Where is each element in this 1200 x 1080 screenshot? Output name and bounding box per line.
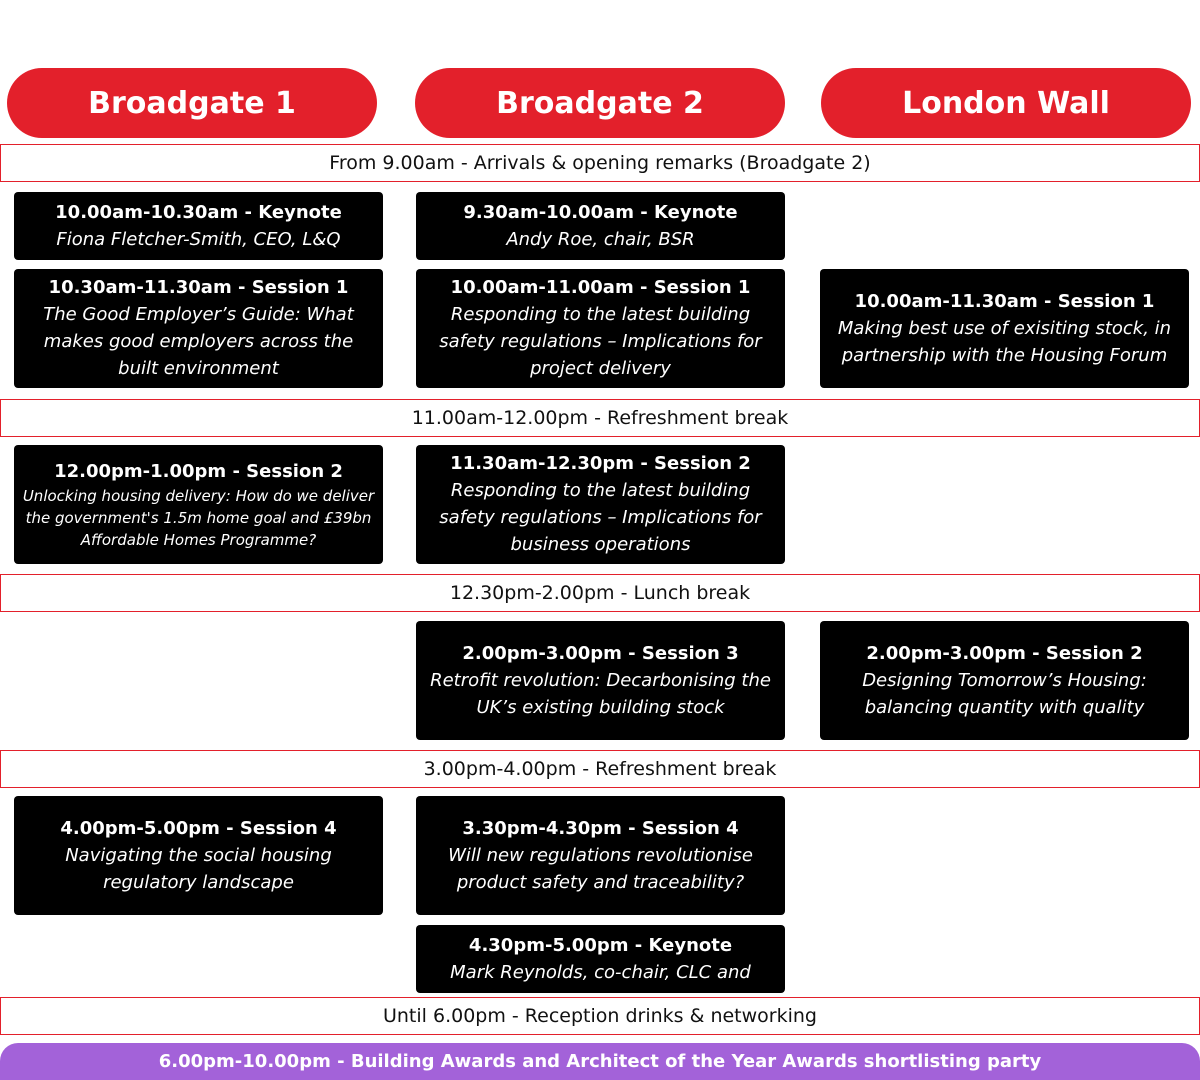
session-card-lw-session-2 [820,621,1189,740]
session-card-b2-keynote-2 [416,925,785,993]
session-card-b2-keynote [416,192,785,260]
refreshment-break-band-1: 11.00am-12.00pm - Refreshment break [0,399,1200,437]
room-header-broadgate-1: Broadgate 1 [7,68,377,138]
session-description: Fiona Fletcher-Smith, CEO, L&Q [56,228,341,250]
session-card-lw-session-1 [820,269,1189,388]
session-description: Responding to the latest building safety regulations – Implications for business operations [439,480,762,555]
session-time: 4.30pm-5.00pm - Keynote [468,934,733,956]
session-time: 9.30am-10.00am - Keynote [463,201,738,223]
lunch-break-band: 12.30pm-2.00pm - Lunch break [0,574,1200,612]
awards-party-banner: 6.00pm-10.00pm - Building Awards and Architect of the Year Awards shortlisting party [0,1043,1200,1080]
session-card-b2-session-3 [416,621,785,740]
session-card-b2-session-4 [416,796,785,915]
session-description: Responding to the latest building safety regulations – Implications for project delivery [439,304,762,379]
reception-band: Until 6.00pm - Reception drinks & networking [0,997,1200,1035]
session-description: Andy Roe, chair, BSR [506,228,695,250]
session-description: Navigating the social housing regulatory landscape [65,844,332,893]
session-card-b1-session-2 [14,445,383,564]
session-card-b2-session-1 [416,269,785,388]
session-time: 2.00pm-3.00pm - Session 3 [462,642,739,664]
session-time: 10.30am-11.30am - Session 1 [48,277,349,298]
session-description: Will new regulations revolutionise product safety and traceability? [448,844,753,893]
session-time: 2.00pm-3.00pm - Session 2 [866,642,1143,664]
session-description: Designing Tomorrow’s Housing: balancing quantity with quality [862,669,1147,718]
room-header-broadgate-2: Broadgate 2 [415,68,785,138]
room-header-london-wall: London Wall [821,68,1191,138]
session-time: 12.00pm-1.00pm - Session 2 [54,460,343,482]
session-time: 10.00am-10.30am - Keynote [55,201,342,223]
session-description: Retrofit revolution: Decarbonising the UK’s existing building stock [430,669,771,718]
refreshment-break-band-2: 3.00pm-4.00pm - Refreshment break [0,750,1200,788]
session-time: 3.30pm-4.30pm - Session 4 [462,817,739,839]
arrivals-band: From 9.00am - Arrivals & opening remarks (Broadgate 2) [0,144,1200,182]
session-description: Mark Reynolds, co-chair, CLC and [450,961,751,983]
session-card-b1-keynote [14,192,383,260]
session-description: The Good Employer’s Guide: What makes good employers across the built environment [43,304,354,379]
session-description: Making best use of exisiting stock, in partnership with the Housing Forum [837,317,1172,366]
session-time: 10.00am-11.00am - Session 1 [450,277,751,298]
session-time: 4.00pm-5.00pm - Session 4 [60,817,337,839]
session-card-b1-session-4 [14,796,383,915]
session-time: 10.00am-11.30am - Session 1 [854,290,1155,312]
session-description: Unlocking housing delivery: How do we deliver the government's 1.5m home goal and £39bn Affordable Homes Programme? [22,486,375,549]
session-card-b1-session-1 [14,269,383,388]
session-time: 11.30am-12.30pm - Session 2 [450,453,751,474]
session-card-b2-session-2 [416,445,785,564]
